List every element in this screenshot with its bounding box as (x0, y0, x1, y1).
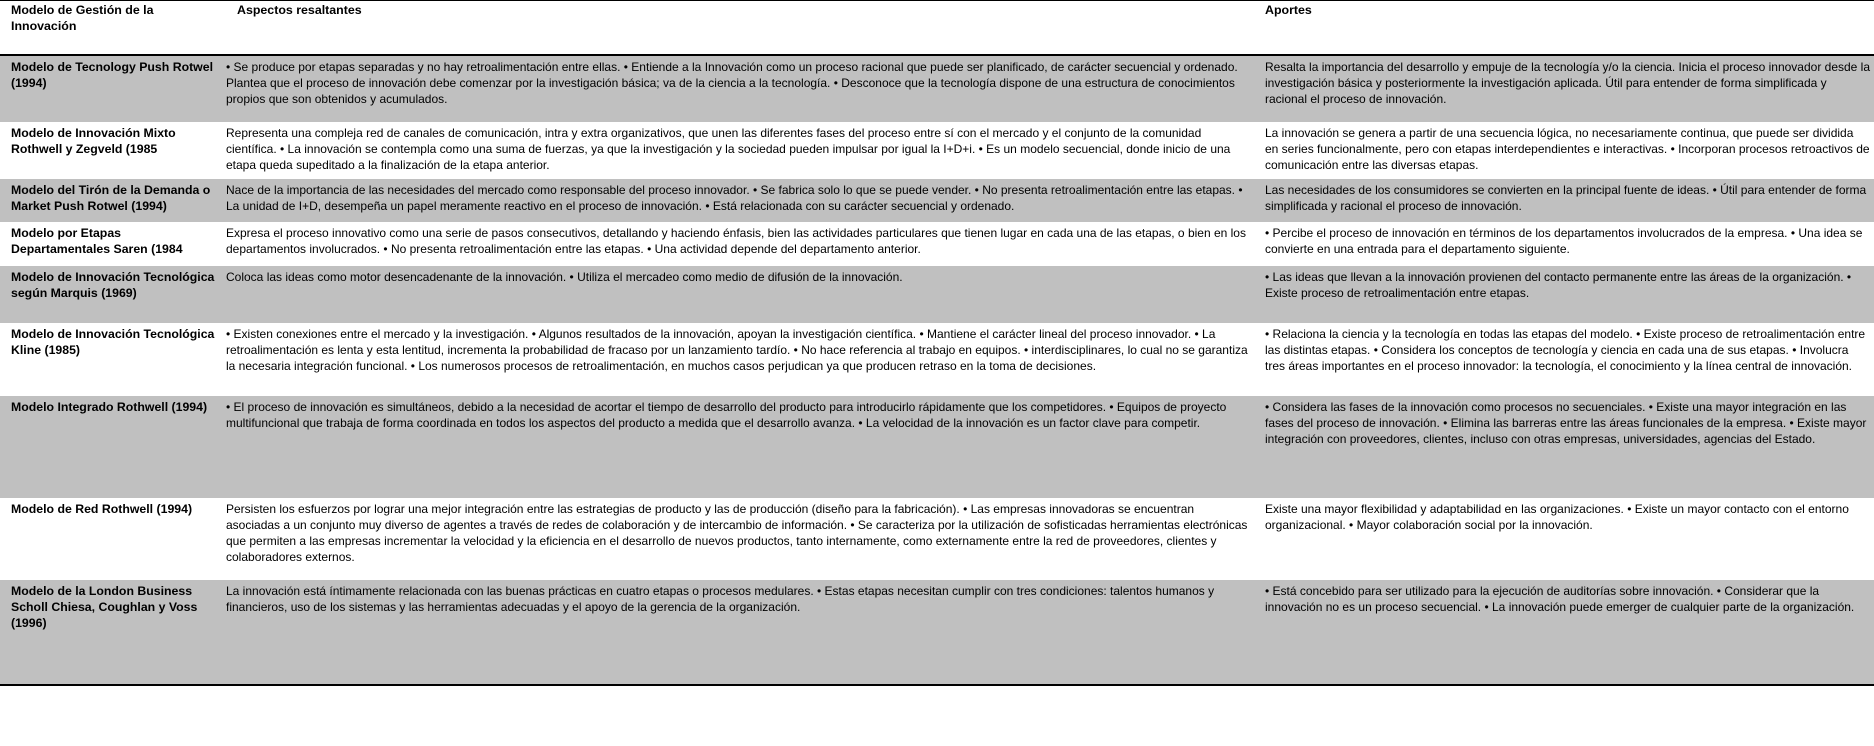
model-name: Modelo de Innovación Tecnológica Kline (1985) (11, 326, 215, 357)
header-row (0, 1, 1874, 55)
model-name: Modelo de Tecnology Push Rotwel (1994) (11, 59, 213, 90)
model-aspects: Nace de la importancia de las necesidades del mercado como responsable del proceso innovador. • Se fabrica solo lo que se puede vender. • No presenta retroalimentación entre las etapas. • La unidad de I+D, desempeña un papel meramente reactivo en el proceso de innovación. • Está relacionada con su carácter secuencial y ordenado. (226, 182, 1243, 213)
model-contributions: Existe una mayor flexibilidad y adaptabilidad en las organizaciones. • Existe un mayor contacto con el entorno organizacional. • Mayor colaboración social por la innovación. (1265, 501, 1849, 532)
model-contributions: Las necesidades de los consumidores se convierten en la principal fuente de ideas. • Útil para entender de forma simplificada y racional el proceso de innovación. (1265, 182, 1867, 213)
model-aspects: • El proceso de innovación es simultáneos, debido a la necesidad de acortar el tiempo de desarrollo del producto para introducirlo rápidamente que los competidores. • Equipos de proyecto multifuncional que trabaja de forma coordinada en todos los aspectos del producto a medida que el desarrollo avanza. • La velocidad de la innovación es un factor clave para competir. (226, 399, 1227, 430)
model-contributions: • Las ideas que llevan a la innovación provienen del contacto permanente entre las áreas de la organización. • Existe proceso de retroalimentación entre etapas. (1265, 269, 1852, 300)
model-name: Modelo de Red Rothwell (1994) (11, 501, 193, 516)
model-contributions: • Considera las fases de la innovación como procesos no secuenciales. • Existe una mayor integración en las fases del proceso de innovación. • Elimina las barreras entre las áreas funcionales de la empresa. • Existe mayor integración con proveedores, clientes, incluso con otras empresas, universidades, agencias del Estado. (1265, 399, 1867, 447)
model-aspects: • Existen conexiones entre el mercado y la investigación. • Algunos resultados de la innovación, apoyan la investigación científica. • Mantiene el carácter lineal del proceso innovador. • La retroalimentación es lenta y esta lentitud, incrementa la probabilidad de fracaso por un lanzamiento tardío. • No hace referencia al trabajo en equipos. • interdisciplinares, lo cual no se garantiza la necesaria integración funcional. • Los numerosos procesos de retroalimentación, en muchos casos perjudican ya que producen retraso en la toma de decisiones. (226, 326, 1248, 374)
table-row (0, 323, 1874, 396)
model-contributions: • Relaciona la ciencia y la tecnología en todas las etapas del modelo. • Existe proceso de retroalimentación entre las distintas etapas. • Considera los conceptos de tecnología y ciencia en cada una de sus etapas. • Involucra tres áreas importantes en el proceso innovador: la tecnología, el conocimiento y la línea central de innovación. (1265, 326, 1866, 374)
table-row (0, 179, 1874, 222)
model-name: Modelo de la London Business Scholl Chiesa, Coughlan y Voss (1996) (11, 583, 198, 631)
table-header (0, 1, 1874, 55)
table-row (0, 222, 1874, 266)
model-contributions: • Está concebido para ser utilizado para la ejecución de auditorías sobre innovación. • Considerar que la innovación no es un proceso secuencial. • La innovación puede emerger de cualquier parte de la organización. (1265, 583, 1855, 614)
header-model: Modelo de Gestión de la Innovación (11, 3, 154, 33)
model-aspects: • Se produce por etapas separadas y no hay retroalimentación entre ellas. • Entiende a la Innovación como un proceso racional que puede ser planificado, de carácter secuencial y ordenado. Plantea que el proceso de innovación debe comenzar por la investigación básica; va de la ciencia a la tecnología. • Desconoce que la tecnología dispone de una estructura de conocimientos propios que son obtenidos y acumulados. (226, 59, 1238, 107)
model-contributions: La innovación se genera a partir de una secuencia lógica, no necesariamente continua, que puede ser dividida en series funcionalmente, pero con etapas interdependientes e interactivas. • Incorporan procesos retroactivos de comunicación entre las diversas etapas. (1265, 125, 1870, 173)
table-row (0, 266, 1874, 323)
model-contributions: • Percibe el proceso de innovación en términos de los departamentos involucrados de la empresa. • Una idea se convierte en una entrada para el departamento siguiente. (1265, 225, 1863, 256)
table-row (0, 122, 1874, 179)
table-row (0, 396, 1874, 498)
model-name: Modelo del Tirón de la Demanda o Market Push Rotwel (1994) (11, 182, 211, 213)
table-row (0, 55, 1874, 122)
model-contributions: Resalta la importancia del desarrollo y empuje de la tecnología y/o la ciencia. Inicia el proceso innovador desde la investigación básica y posteriormente la investigación aplicada. Útil para entender de forma simplificada y racional el proceso de innovación. (1265, 59, 1871, 107)
model-name: Modelo de Innovación Tecnológica según Marquis (1969) (11, 269, 215, 300)
model-name: Modelo por Etapas Departamentales Saren (1984 (11, 225, 183, 256)
model-aspects: La innovación está íntimamente relacionada con las buenas prácticas en cuatro etapas o procesos medulares. • Estas etapas necesitan cumplir con tres condiciones: talentos humanos y financieros, uso de los sistemas y las herramientas adecuadas y el apoyo de la gerencia de la organización. (226, 583, 1215, 614)
table-row (0, 498, 1874, 580)
model-aspects: Expresa el proceso innovativo como una serie de pasos consecutivos, detallando y haciendo énfasis, bien las actividades particulares que tienen lugar en cada una de las etapas, o bien en los departamentos involucrados. • No presenta retroalimentación entre las etapas. • Una actividad depende del departamento anterior. (226, 225, 1246, 256)
table-body (0, 55, 1874, 685)
model-aspects: Representa una compleja red de canales de comunicación, intra y extra organizativos, que unen las diferentes fases del proceso entre sí con el mercado y el conjunto de la comunidad científica. • La innovación se contempla como una suma de fuerzas, ya que la investigación y la sociedad pueden impulsar por igual la I+D+i. • Es un modelo secuencial, donde inicio de una etapa queda supeditado a la finalización de la etapa anterior. (226, 125, 1231, 173)
header-aspects: Aspectos resaltantes (237, 3, 362, 17)
model-aspects: Coloca las ideas como motor desencadenante de la innovación. • Utiliza el mercadeo como medio de difusión de la innovación. (226, 269, 903, 284)
header-contributions: Aportes (1265, 3, 1312, 17)
model-name: Modelo de Innovación Mixto Rothwell y Zegveld (1985 (11, 125, 176, 156)
model-aspects: Persisten los esfuerzos por lograr una mejor integración entre las estrategias de producto y las de producción (diseño para la fabricación). • Las empresas innovadoras se encuentran asociadas a un conjunto muy diverso de agentes a través de redes de colaboración y de intercambio de información. • Se caracteriza por la utilización de sofisticadas herramientas electrónicas que permiten a las empresas incrementar la velocidad y la eficiencia en el desarrollo de nuevos productos, tanto internamente, como externamente entre la red de proveedores, clientes y colaboradores externos. (226, 501, 1248, 565)
model-name: Modelo Integrado Rothwell (1994) (11, 399, 208, 414)
table-row (0, 580, 1874, 685)
